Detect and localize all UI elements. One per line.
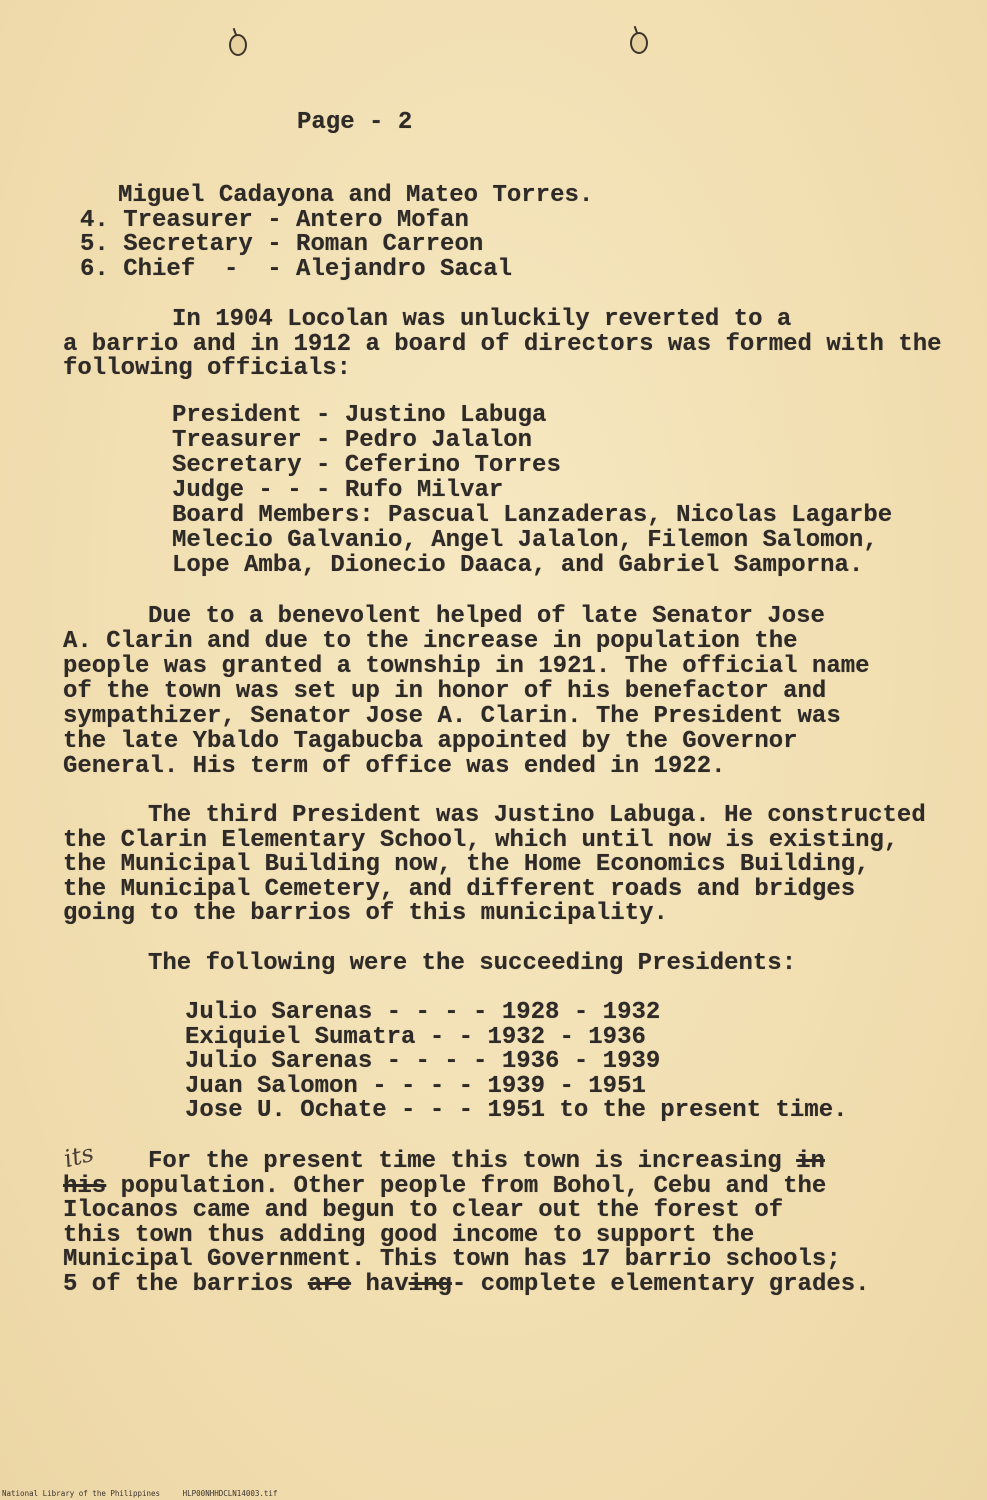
paragraph-line: people was granted a township in 1921. The official name <box>63 653 870 680</box>
paragraph-line <box>63 1150 870 1175</box>
punch-hole-left <box>229 34 247 56</box>
presidents-list <box>185 1001 848 1124</box>
president-row: Exiquiel Sumatra - - 1932 - 1936 <box>185 1023 646 1051</box>
list-item: Lope Amba, Dionecio Daaca, and Gabriel Samporna. <box>172 552 864 579</box>
list-item: Melecio Galvanio, Angel Jalalon, Filemon Salomon, <box>172 527 878 554</box>
list-item: Secretary - Ceferino Torres <box>172 452 561 479</box>
list-item: 5. Secretary - Roman Carreon <box>80 231 484 259</box>
paragraph-1921 <box>63 604 870 779</box>
handwritten-insert: its <box>61 1138 97 1174</box>
line-text: 5 of the barrios <box>63 1270 308 1298</box>
struck-text: are <box>307 1270 352 1298</box>
paragraph-present-time <box>63 1150 870 1298</box>
officials-continuation: Miguel Cadayona and Mateo Torres. <box>118 182 594 209</box>
list-item: 4. Treasurer - Antero Mofan <box>80 206 469 234</box>
paragraph-line: The third President was Justino Labuga. He constructed <box>148 802 926 829</box>
paragraph-line: this town thus adding good income to support the <box>63 1221 755 1249</box>
paragraph-line: the late Ybaldo Tagabucba appointed by the Governor <box>63 728 798 755</box>
list-item: 6. Chief - - Alejandro Sacal <box>80 255 513 283</box>
footer-filename: HLP00NHHDCLN14003.tif <box>182 1489 278 1498</box>
paragraph-line: In 1904 Locolan was unluckily reverted to a <box>172 306 792 333</box>
page-label: Page - 2 <box>297 109 413 136</box>
paragraph-line: of the town was set up in honor of his benefactor and <box>63 678 827 705</box>
paragraph-1912 <box>63 308 942 382</box>
struck-text: in <box>796 1148 825 1175</box>
paragraph-line: A. Clarin and due to the increase in population the <box>63 628 798 655</box>
paragraph-line: Due to a benevolent helped of late Senator Jose <box>148 603 825 630</box>
officials-1904-list <box>80 184 593 282</box>
paragraph-line: following officials: <box>63 355 352 383</box>
list-item: Treasurer - Pedro Jalalon <box>172 427 533 454</box>
officials-1912-list <box>172 403 892 578</box>
paragraph-third-president <box>63 804 926 927</box>
paragraph-line: a barrio and in 1912 a board of directors was formed with the <box>63 330 942 358</box>
list-item: Board Members: Pascual Lanzaderas, Nicolas Lagarbe <box>172 502 893 529</box>
line-text: population. Other people from Bohol, Cebu and the <box>106 1172 827 1200</box>
list-item: Judge - - - Rufo Milvar <box>172 477 504 504</box>
president-row: Julio Sarenas - - - - 1936 - 1939 <box>185 1048 661 1075</box>
succeeding-presidents-heading: The following were the succeeding Presidents: <box>148 950 797 977</box>
scan-footer <box>2 1489 277 1498</box>
paragraph-line <box>63 1172 870 1200</box>
succeeding-presidents-heading-block <box>148 952 796 977</box>
page-label-block <box>297 111 412 136</box>
struck-text: ing <box>408 1270 452 1298</box>
punch-hole-right <box>630 32 648 54</box>
line-text: For the present time this town is increasing <box>148 1148 797 1175</box>
president-row: Julio Sarenas - - - - 1928 - 1932 <box>185 999 661 1026</box>
line-text: hav <box>351 1270 409 1298</box>
paragraph-line <box>63 1270 870 1298</box>
paragraph-line: the Municipal Building now, the Home Economics Building, <box>63 851 870 878</box>
president-row: Juan Salomon - - - - 1939 - 1951 <box>185 1072 646 1100</box>
paragraph-line: the Clarin Elementary School, which until now is existing, <box>63 826 899 854</box>
paragraph-line: going to the barrios of this municipality. <box>63 900 668 927</box>
paragraph-line: General. His term of office was ended in 1922. <box>63 753 726 780</box>
paragraph-line: the Municipal Cemetery, and different roads and bridges <box>63 875 856 903</box>
struck-text: his <box>63 1172 107 1200</box>
paragraph-line: Ilocanos came and begun to clear out the forest of <box>63 1197 784 1225</box>
footer-library: National Library of the Philippines <box>2 1489 161 1498</box>
paragraph-line: Municipal Government. This town has 17 barrio schools; <box>63 1246 841 1274</box>
president-row: Jose U. Ochate - - - 1951 to the present time. <box>185 1097 848 1124</box>
list-item: President - Justino Labuga <box>172 402 547 429</box>
line-text: - complete elementary grades. <box>451 1270 870 1298</box>
paragraph-line: sympathizer, Senator Jose A. Clarin. The President was <box>63 703 841 730</box>
